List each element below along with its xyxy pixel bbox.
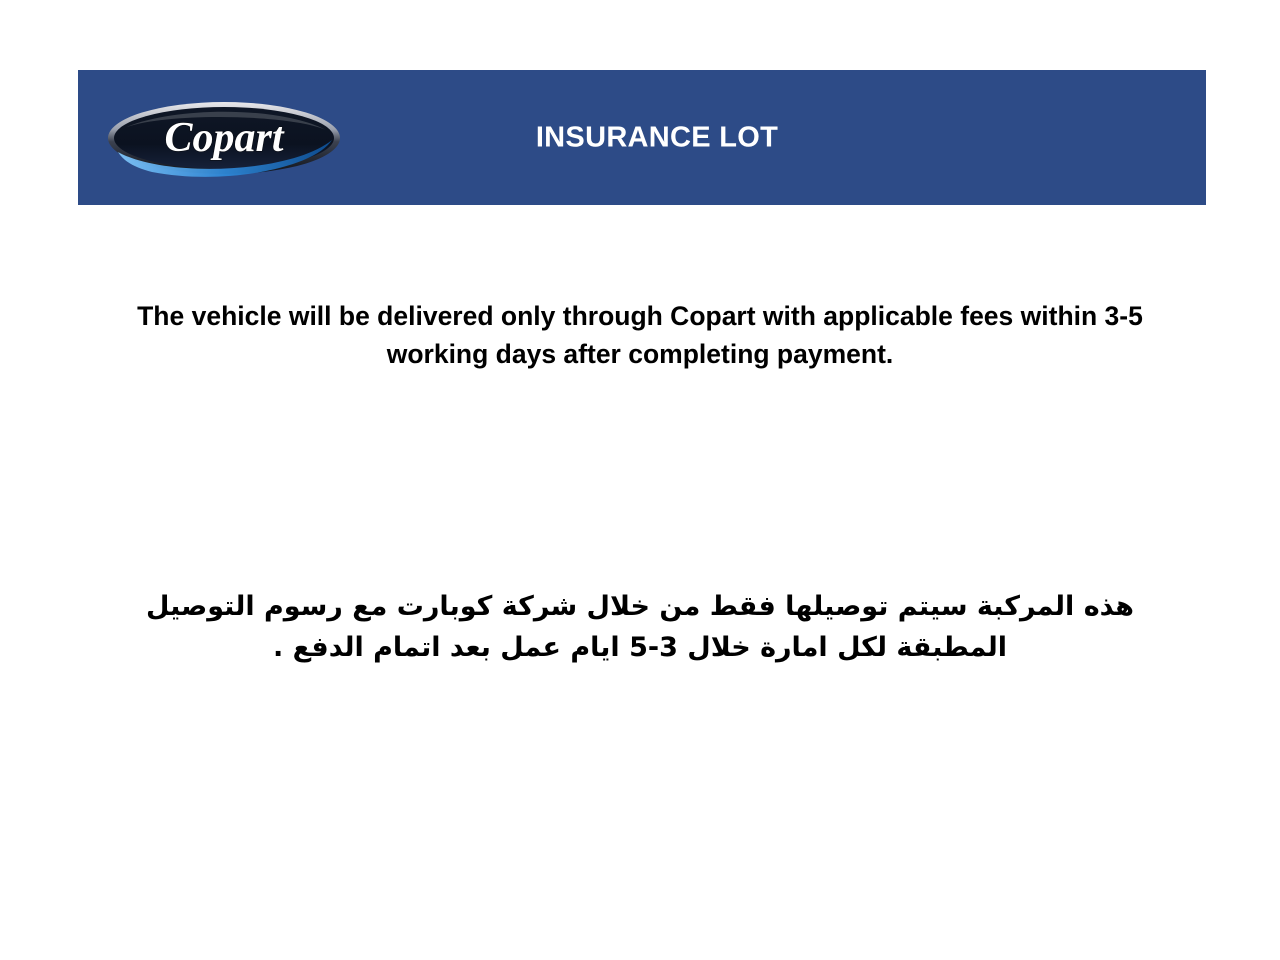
banner-title: INSURANCE LOT: [535, 121, 779, 153]
english-notice-text: The vehicle will be delivered only through Copart with applicable fees within 3-5 working days after completing payment.: [137, 301, 1143, 369]
arabic-notice-text: هذه المركبة سيتم توصيلها فقط من خلال شركة كوبارت مع رسوم التوصيل المطبقة لكل امارة خلال 3-5 ايام عمل بعد اتمام الدفع .: [146, 591, 1134, 664]
svg-text:Copart: Copart: [164, 114, 284, 161]
insurance-lot-banner: [78, 70, 1206, 205]
